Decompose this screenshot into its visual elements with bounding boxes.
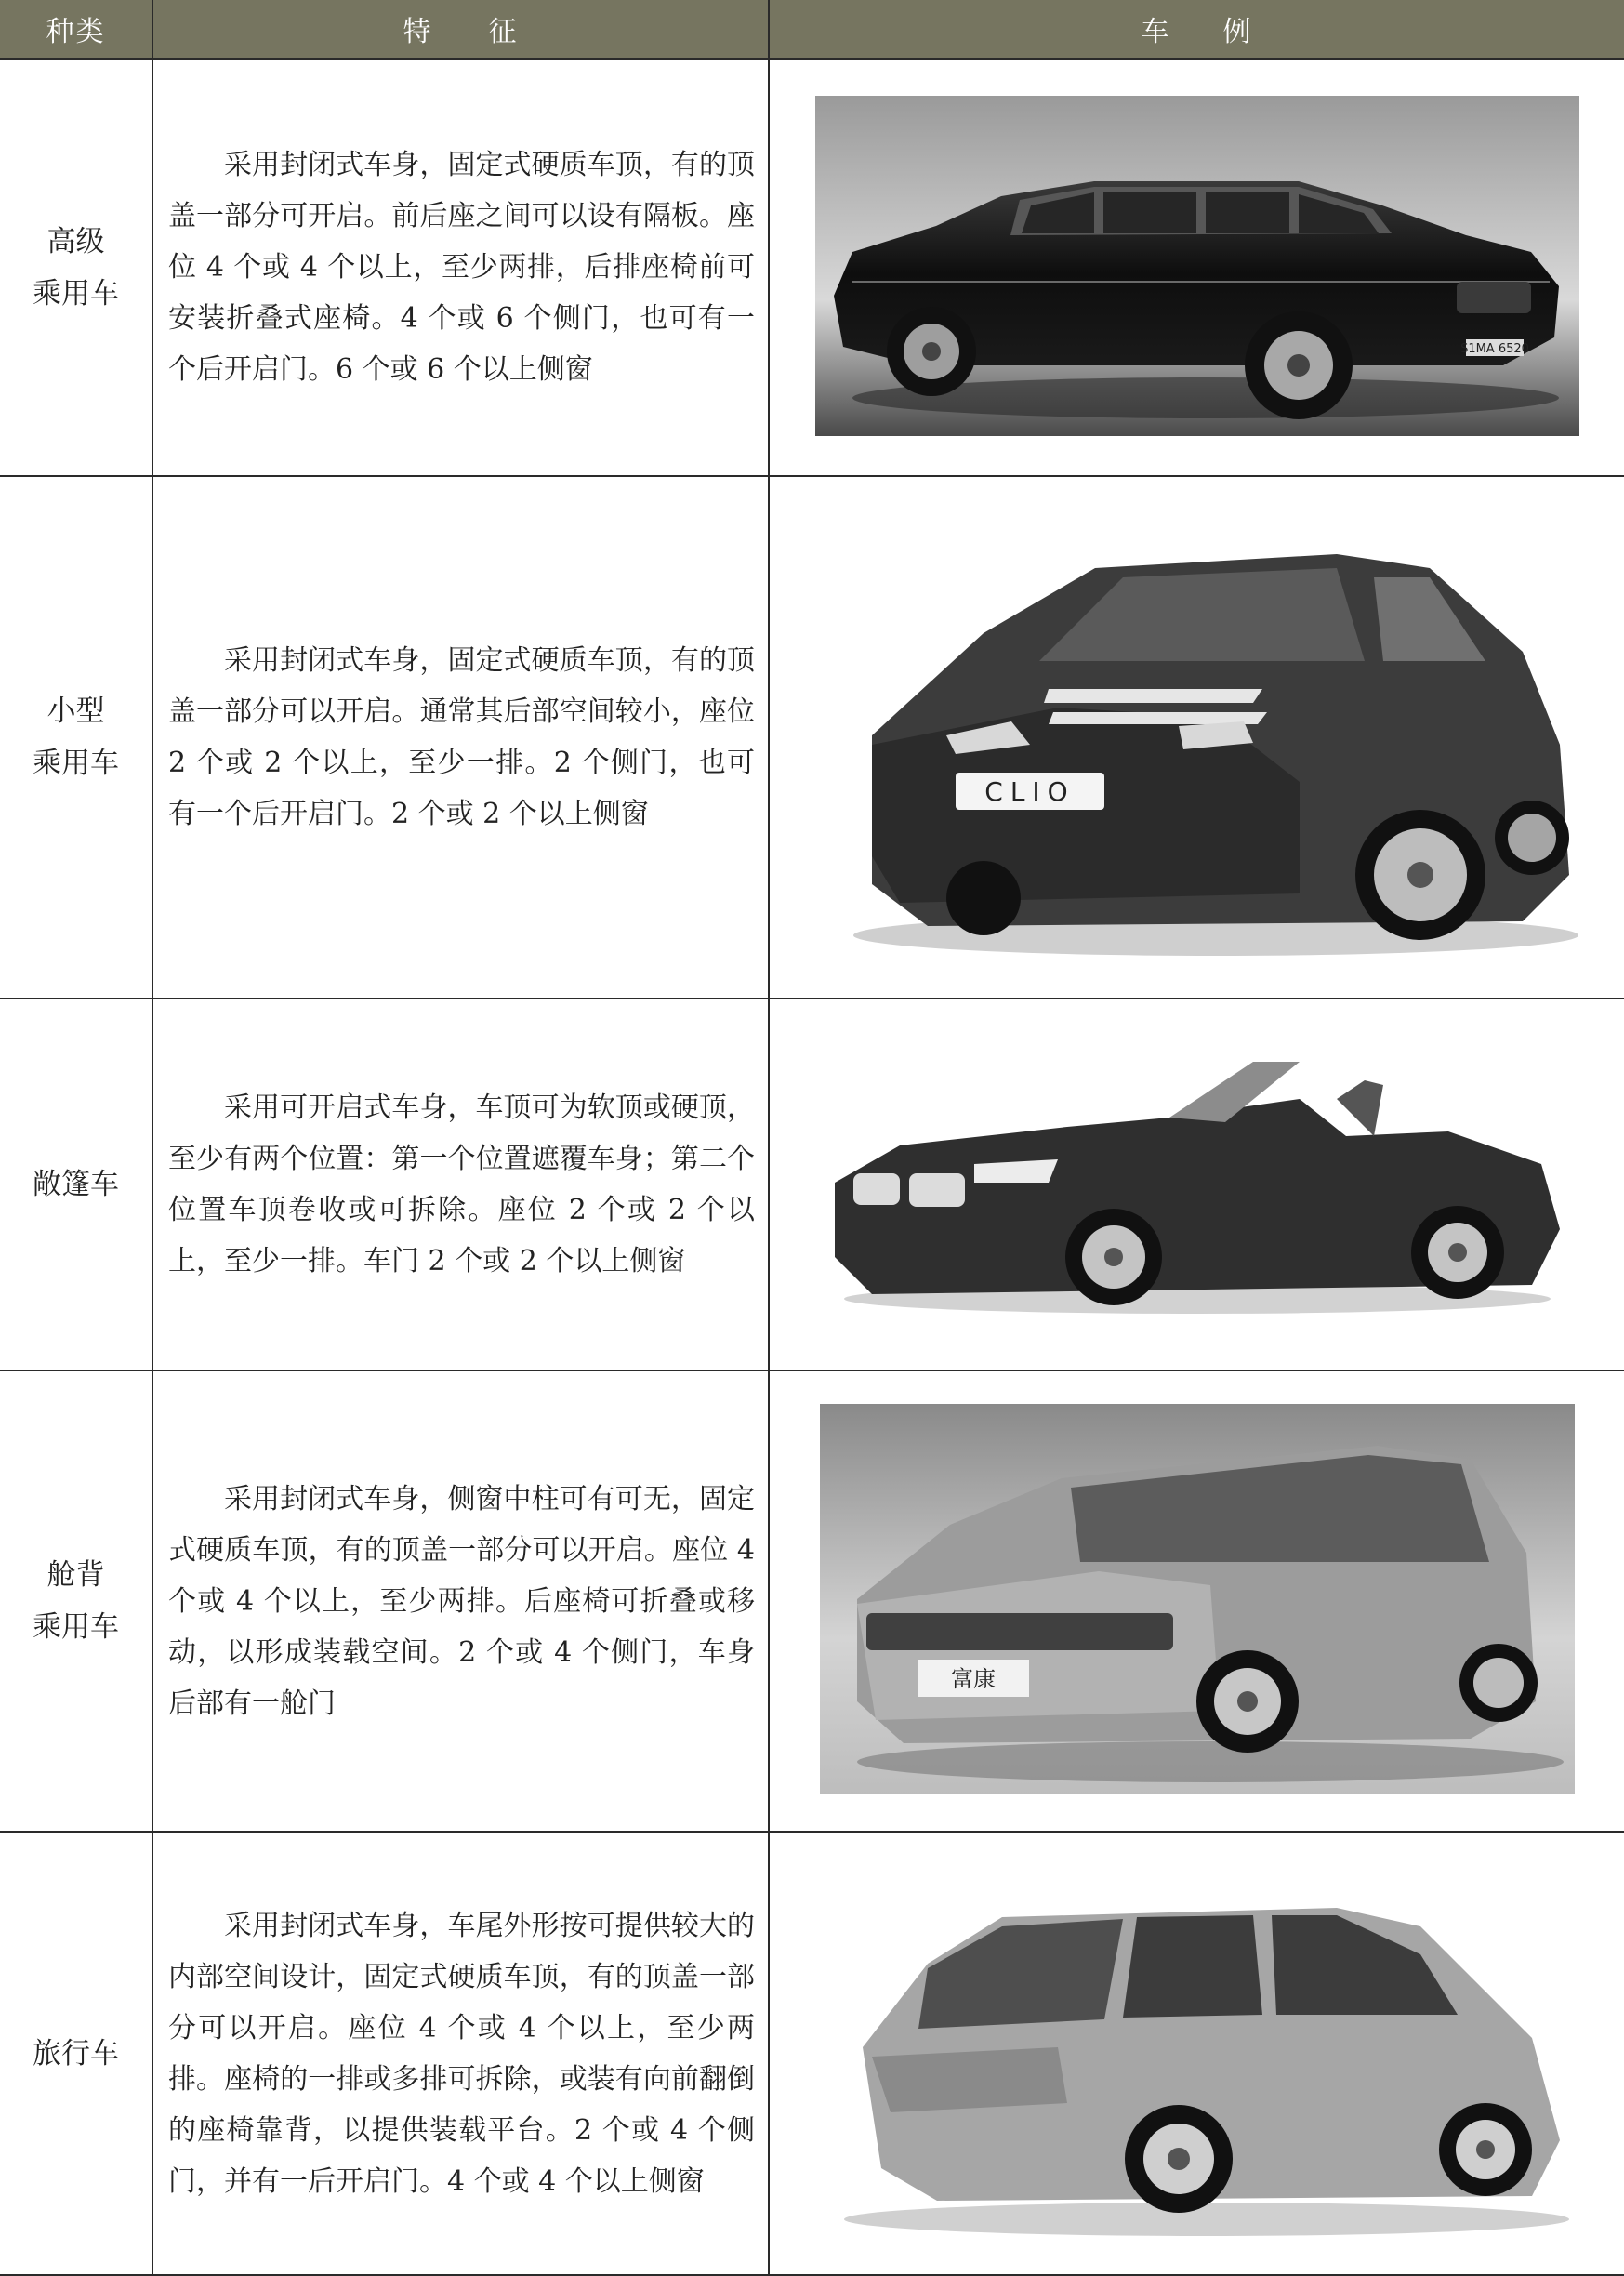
features-cell — [152, 476, 769, 999]
liftback-photo — [820, 1404, 1575, 1794]
example-cell — [769, 1832, 1624, 2275]
table-row — [0, 1832, 1624, 2275]
type-cell: 舱背 乘用车 — [0, 1370, 152, 1832]
type-cell: 高级 乘用车 — [0, 59, 152, 476]
hatchback-photo — [816, 503, 1578, 968]
wagon-photo — [816, 1861, 1578, 2243]
features-text: 采用封闭式车身，车尾外形按可提供较大的内部空间设计，固定式硬质车顶，有的顶盖一部分可以开启。座位 4 个或 4 个以上，至少两排。座椅的一排或多排可拆除，或装有向前翻倒的座椅靠背，以提供装载平台。2 个或 4 个侧门，并有一后开启门。4 个或 4 个以上侧窗 — [168, 1909, 755, 2198]
type-cell: 小型 乘用车 — [0, 476, 152, 999]
features-text: 采用封闭式车身，固定式硬质车顶，有的顶盖一部分可开启。前后座之间可以设有隔板。座位 4 个或 4 个以上，至少两排，后排座椅前可安装折叠式座椅。4 个或 6 个侧门，也可有一个后开启门。6 个或 6 个以上侧窗 — [168, 149, 755, 386]
plate-text: S1MA 6520 — [1459, 341, 1529, 356]
example-cell — [769, 1370, 1624, 1832]
example-cell — [769, 999, 1624, 1370]
features-text: 采用封闭式车身，固定式硬质车顶，有的顶盖一部分可以开启。通常其后部空间较小，座位 2 个或 2 个以上，至少一排。2 个侧门，也可有一个后开启门。2 个或 2 个以上侧窗 — [168, 644, 755, 830]
features-text: 采用封闭式车身，侧窗中柱可有可无，固定式硬质车顶，有的顶盖一部分可以开启。座位 4 个或 4 个以上，至少两排。后座椅可折叠或移动，以形成装载空间。2 个或 4 个侧门，车身后部有一舱门 — [168, 1482, 755, 1720]
header-type: 种类 — [0, 0, 152, 59]
features-cell — [152, 59, 769, 476]
header-features: 特 征 — [152, 0, 769, 59]
limousine-photo — [815, 96, 1579, 436]
plate-text: CLIO — [984, 776, 1076, 807]
type-cell: 旅行车 — [0, 1832, 152, 2275]
table-row — [0, 59, 1624, 476]
features-cell — [152, 1370, 769, 1832]
table-header-row — [0, 0, 1624, 59]
example-cell — [769, 476, 1624, 999]
convertible-photo — [816, 1043, 1578, 1322]
features-cell — [152, 999, 769, 1370]
table-row — [0, 1370, 1624, 1832]
features-text: 采用可开启式车身，车顶可为软顶或硬顶，至少有两个位置：第一个位置遮覆车身；第二个位置车顶卷收或可拆除。座位 2 个或 2 个以上，至少一排。车门 2 个或 2 个以上侧窗 — [168, 1092, 755, 1277]
example-cell — [769, 59, 1624, 476]
type-cell: 敞篷车 — [0, 999, 152, 1370]
table-row — [0, 999, 1624, 1370]
header-example: 车 例 — [769, 0, 1624, 59]
table-row — [0, 476, 1624, 999]
plate-text: 富康 — [950, 1666, 996, 1692]
features-cell — [152, 1832, 769, 2275]
